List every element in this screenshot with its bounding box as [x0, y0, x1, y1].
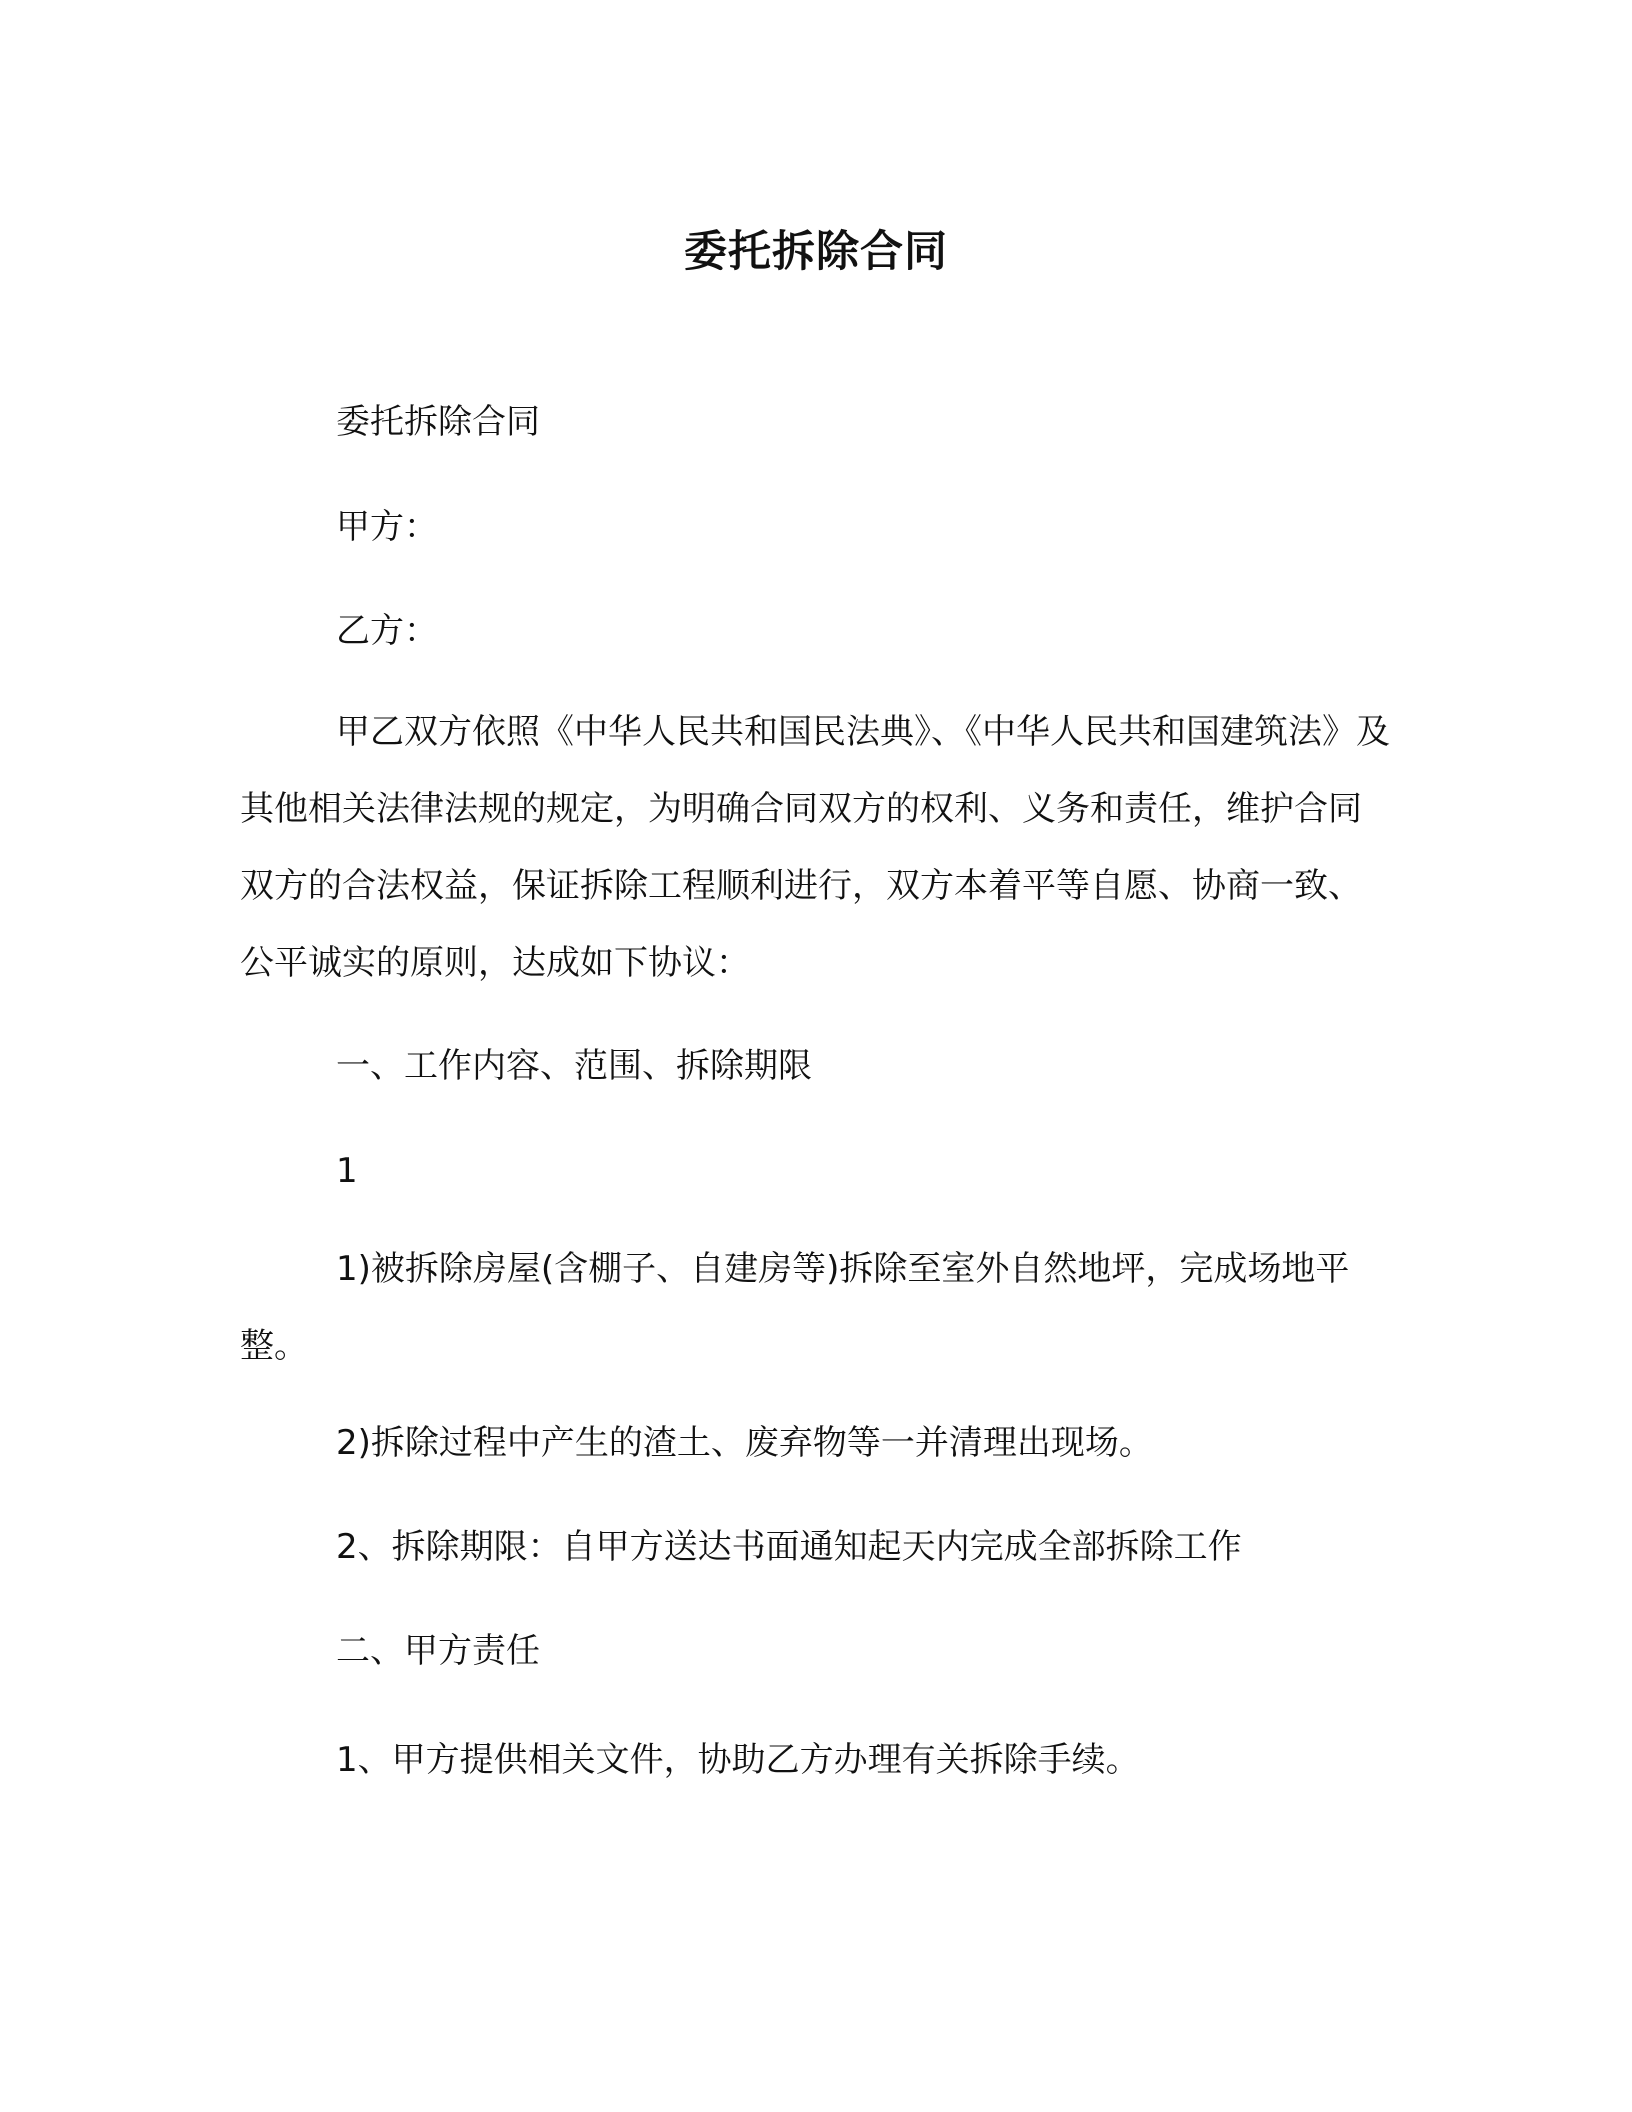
item-1-paragraph: 1)被拆除房屋(含棚子、自建房等)拆除至室外自然地坪，完成场地平整。	[240, 1249, 1350, 1366]
deadline-paragraph: 2、拆除期限：自甲方送达书面通知起天内完成全部拆除工作	[336, 1527, 1242, 1567]
item-number: 1	[336, 1151, 358, 1191]
item-2-paragraph: 2)拆除过程中产生的渣土、废弃物等一并清理出现场。	[336, 1423, 1153, 1463]
document-title: 委托拆除合同	[684, 227, 948, 277]
preamble-paragraph: 甲乙双方依照《中华人民共和国民法典》、《中华人民共和国建筑法》及其他相关法律法规的规定，为明确合同双方的权利、义务和责任，维护合同双方的合法权益，保证拆除工程顺利进行，双方本着平等自愿、协商一致、公平诚实的原则，达成如下协议：	[240, 712, 1390, 983]
party-a-line: 甲方：	[336, 507, 438, 547]
section-one-heading: 一、工作内容、范围、拆除期限	[336, 1046, 812, 1086]
party-a-duty-1: 1、甲方提供相关文件，协助乙方办理有关拆除手续。	[336, 1740, 1140, 1780]
party-b-line: 乙方：	[336, 611, 438, 651]
section-two-heading: 二、甲方责任	[336, 1631, 540, 1671]
contract-name-line: 委托拆除合同	[336, 402, 540, 442]
